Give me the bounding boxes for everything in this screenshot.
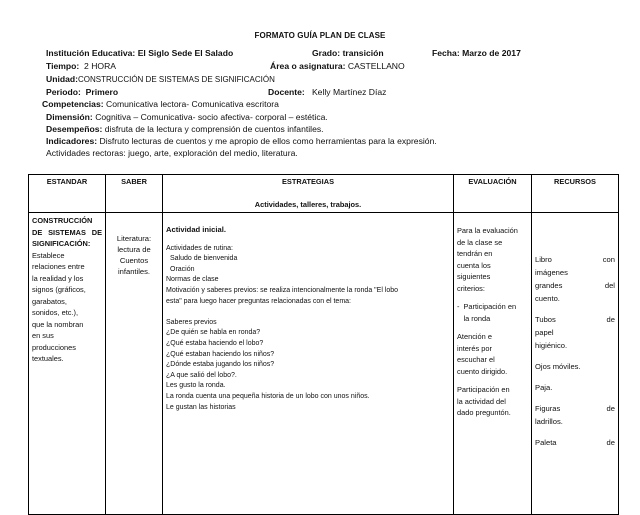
evaluacion-block: [457, 225, 528, 294]
estrategias-line: Motivación y saberes previos: se realiza intencionalmente la ronda "El lobo: [166, 286, 399, 294]
evaluacion-line: cuenta los: [457, 260, 491, 270]
evaluacion-bullet: [457, 301, 528, 324]
recurso-word: higiénico.: [535, 341, 568, 350]
estrategias-line: ¿Qué estaba haciendo el lobo?: [166, 339, 264, 347]
saber-cell: [106, 213, 163, 515]
indicadores-value: Disfruto lecturas de cuentos y me apropio de ellos como herramientas para la expresión.: [99, 136, 437, 146]
bullet-dash: -: [457, 302, 460, 311]
estandar-line: producciones: [32, 342, 76, 352]
dimension-line: [46, 112, 328, 122]
recurso-word: de: [606, 315, 615, 324]
document-title: FORMATO GUÍA PLAN DE CLASE: [254, 31, 386, 40]
area-value: CASTELLANO: [347, 61, 405, 71]
estandar-bold-line: DE SISTEMAS DE: [32, 227, 102, 237]
recurso-line: [535, 292, 615, 305]
recurso-word: papel: [535, 328, 554, 337]
institucion-line: [46, 48, 233, 58]
evaluacion-line: escuchar el: [457, 355, 495, 364]
fecha-label: Fecha:: [432, 48, 460, 58]
desempenos-value: disfruta de la lectura y comprensión de cuentos infantiles.: [104, 124, 324, 134]
recursos-cell: [532, 213, 619, 515]
evaluacion-block: [457, 331, 528, 377]
evaluacion-line: Participación en: [463, 302, 517, 311]
estrategias-line: Normas de clase: [166, 276, 219, 284]
evaluacion-line: cuento dirigido.: [457, 366, 508, 376]
recurso-word: del: [604, 281, 615, 290]
evaluacion-line: tendrán en: [457, 249, 493, 258]
header-evaluacion: EVALUACIÓN: [454, 175, 532, 213]
recurso-line: [535, 436, 615, 449]
grado-label: Grado:: [312, 48, 341, 58]
evaluacion-line: Atención e: [457, 332, 492, 341]
recurso-line: [535, 313, 615, 326]
recurso-line: [535, 326, 615, 339]
recurso-word: grandes: [535, 281, 563, 290]
estrategias-line: Saludo de bienvenida: [170, 255, 238, 263]
recurso-line: [535, 253, 615, 266]
evaluacion-line: Participación en: [457, 385, 510, 394]
estandar-line: que la nombran: [32, 319, 84, 329]
recurso-word: cuento.: [535, 294, 560, 303]
tiempo-label: Tiempo:: [46, 61, 80, 71]
estandar-line: textuales.: [32, 354, 64, 363]
desempenos-line: [46, 124, 324, 134]
evaluacion-line: Para la evaluación: [457, 226, 518, 235]
fecha-value: Marzo de 2017: [462, 48, 521, 58]
periodo-label: Periodo:: [46, 87, 81, 97]
estandar-line: signos (gráficos,: [32, 285, 86, 294]
evaluacion-line: la actividad del: [457, 396, 506, 406]
dimension-label: Dimensión:: [46, 112, 93, 122]
estrategias-line: ¿Qué estaban haciendo los niños?: [166, 350, 275, 358]
estrategias-line: ¿A que salió del lobo?.: [166, 371, 237, 379]
recurso-line: [535, 339, 615, 352]
recurso-line: [535, 279, 615, 292]
estandar-line: en sus: [32, 331, 54, 340]
recurso-word: Paleta: [535, 438, 557, 447]
recurso-word: Libro: [535, 255, 552, 264]
tiempo-line: [46, 61, 116, 71]
header-estrategias: [163, 175, 454, 213]
estrategias-line: ¿Dónde estaba jugando los niños?: [166, 361, 275, 369]
evaluacion-line: interés por: [457, 343, 492, 353]
recurso-word: de: [606, 438, 615, 447]
area-label: Área o asignatura:: [270, 61, 346, 71]
estrategias-line: Actividades de rutina:: [166, 244, 233, 252]
docente-label: Docente:: [268, 87, 305, 97]
evaluacion-line: siguientes: [457, 272, 491, 281]
header-estrategias-title: ESTRATEGIAS: [281, 177, 334, 186]
recurso-word: Ojos móviles.: [535, 362, 581, 371]
saber-line: lectura de: [117, 245, 151, 254]
recurso-line: [535, 415, 615, 428]
docente-value: Kelly Martínez Díaz: [311, 87, 387, 97]
estrategias-title: Actividad inicial.: [166, 225, 226, 234]
evaluacion-bullet-text: [463, 301, 516, 324]
plan-table: [28, 174, 619, 515]
recurso-word: Tubos: [535, 315, 556, 324]
periodo-line: [46, 87, 118, 97]
estandar-line: garabatos,: [32, 296, 67, 306]
recurso-word: imágenes: [535, 268, 568, 277]
estrategias-cell: [163, 213, 454, 515]
unidad-label: Unidad:: [46, 74, 78, 84]
table-body-row: [29, 213, 619, 515]
actividades-rectoras-line: Actividades rectoras: juego, arte, exploración del medio, literatura.: [46, 148, 298, 158]
evaluacion-block: [457, 384, 528, 419]
area-line: [270, 61, 405, 71]
header-estrategias-subtitle: Actividades, talleres, trabajos.: [254, 200, 362, 209]
estrategias-spacer: [166, 307, 450, 318]
dimension-value: Cognitiva – Comunicativa- socio afectiva- corporal – estética.: [95, 112, 328, 122]
estrategias-line: Le gustan las historias: [166, 403, 236, 411]
estrategias-line: Saberes previos: [166, 318, 217, 326]
docente-line: [268, 87, 386, 97]
recurso-line: [535, 360, 615, 373]
estandar-line: Establece: [32, 250, 65, 260]
estandar-line: sonidos, etc.),: [32, 308, 79, 317]
estrategias-line: Oración: [170, 265, 195, 273]
indicadores-line: [46, 136, 437, 146]
recurso-word: Figuras: [535, 404, 561, 413]
estrategias-line: La ronda cuenta una pequeña historia de un lobo con unos niños.: [166, 392, 370, 400]
table-header-row: [29, 175, 619, 213]
estandar-bold-line: CONSTRUCCIÓN: [32, 216, 93, 225]
periodo-value: Primero: [85, 87, 119, 97]
saber-line: infantiles.: [117, 267, 151, 276]
grado-value: transición: [342, 48, 384, 58]
saber-line: Literatura:: [116, 234, 152, 243]
estandar-line: la realidad y los: [32, 273, 84, 283]
header-recursos: RECURSOS: [532, 175, 619, 213]
competencias-line: [42, 99, 279, 109]
saber-line: Cuentos: [119, 256, 149, 265]
estrategias-line: esta" para luego hacer preguntas relacionadas con el tema:: [166, 297, 351, 305]
competencias-label: Competencias:: [42, 99, 104, 109]
unidad-value: CONSTRUCCIÓN DE SISTEMAS DE SIGNIFICACIÓN: [77, 75, 275, 84]
header-estandar: ESTANDAR: [29, 175, 106, 213]
institucion-value: El Siglo Sede El Salado: [137, 48, 234, 58]
estandar-cell: [29, 213, 106, 515]
recurso-line: [535, 266, 615, 279]
unidad-line: [46, 74, 275, 85]
grado-line: [312, 48, 384, 58]
indicadores-label: Indicadores:: [46, 136, 98, 146]
recurso-word: ladrillos.: [535, 417, 563, 426]
recurso-word: Paja.: [535, 383, 553, 392]
evaluacion-cell: [454, 213, 532, 515]
evaluacion-line: dado preguntón.: [457, 408, 511, 417]
desempenos-label: Desempeños:: [46, 124, 103, 134]
fecha-line: [432, 48, 521, 58]
estandar-bold-line: SIGNIFICACIÓN:: [32, 239, 91, 248]
institucion-label: Institución Educativa:: [46, 48, 136, 58]
recurso-line: [535, 402, 615, 415]
estrategias-line: Les gusto la ronda.: [166, 382, 226, 390]
estandar-line: relaciones entre: [32, 262, 85, 271]
recurso-line: [535, 381, 615, 394]
competencias-value: Comunicativa lectora- Comunicativa escritora: [106, 99, 279, 109]
evaluacion-line: la ronda: [463, 313, 491, 323]
evaluacion-line: de la clase se: [457, 237, 503, 247]
header-saber: SABER: [106, 175, 163, 213]
evaluacion-line: criterios:: [457, 283, 485, 293]
recurso-word: de: [606, 404, 615, 413]
estrategias-line: ¿De quién se habla en ronda?: [166, 329, 261, 337]
tiempo-value: 2 HORA: [84, 61, 117, 71]
recurso-word: con: [602, 255, 615, 264]
